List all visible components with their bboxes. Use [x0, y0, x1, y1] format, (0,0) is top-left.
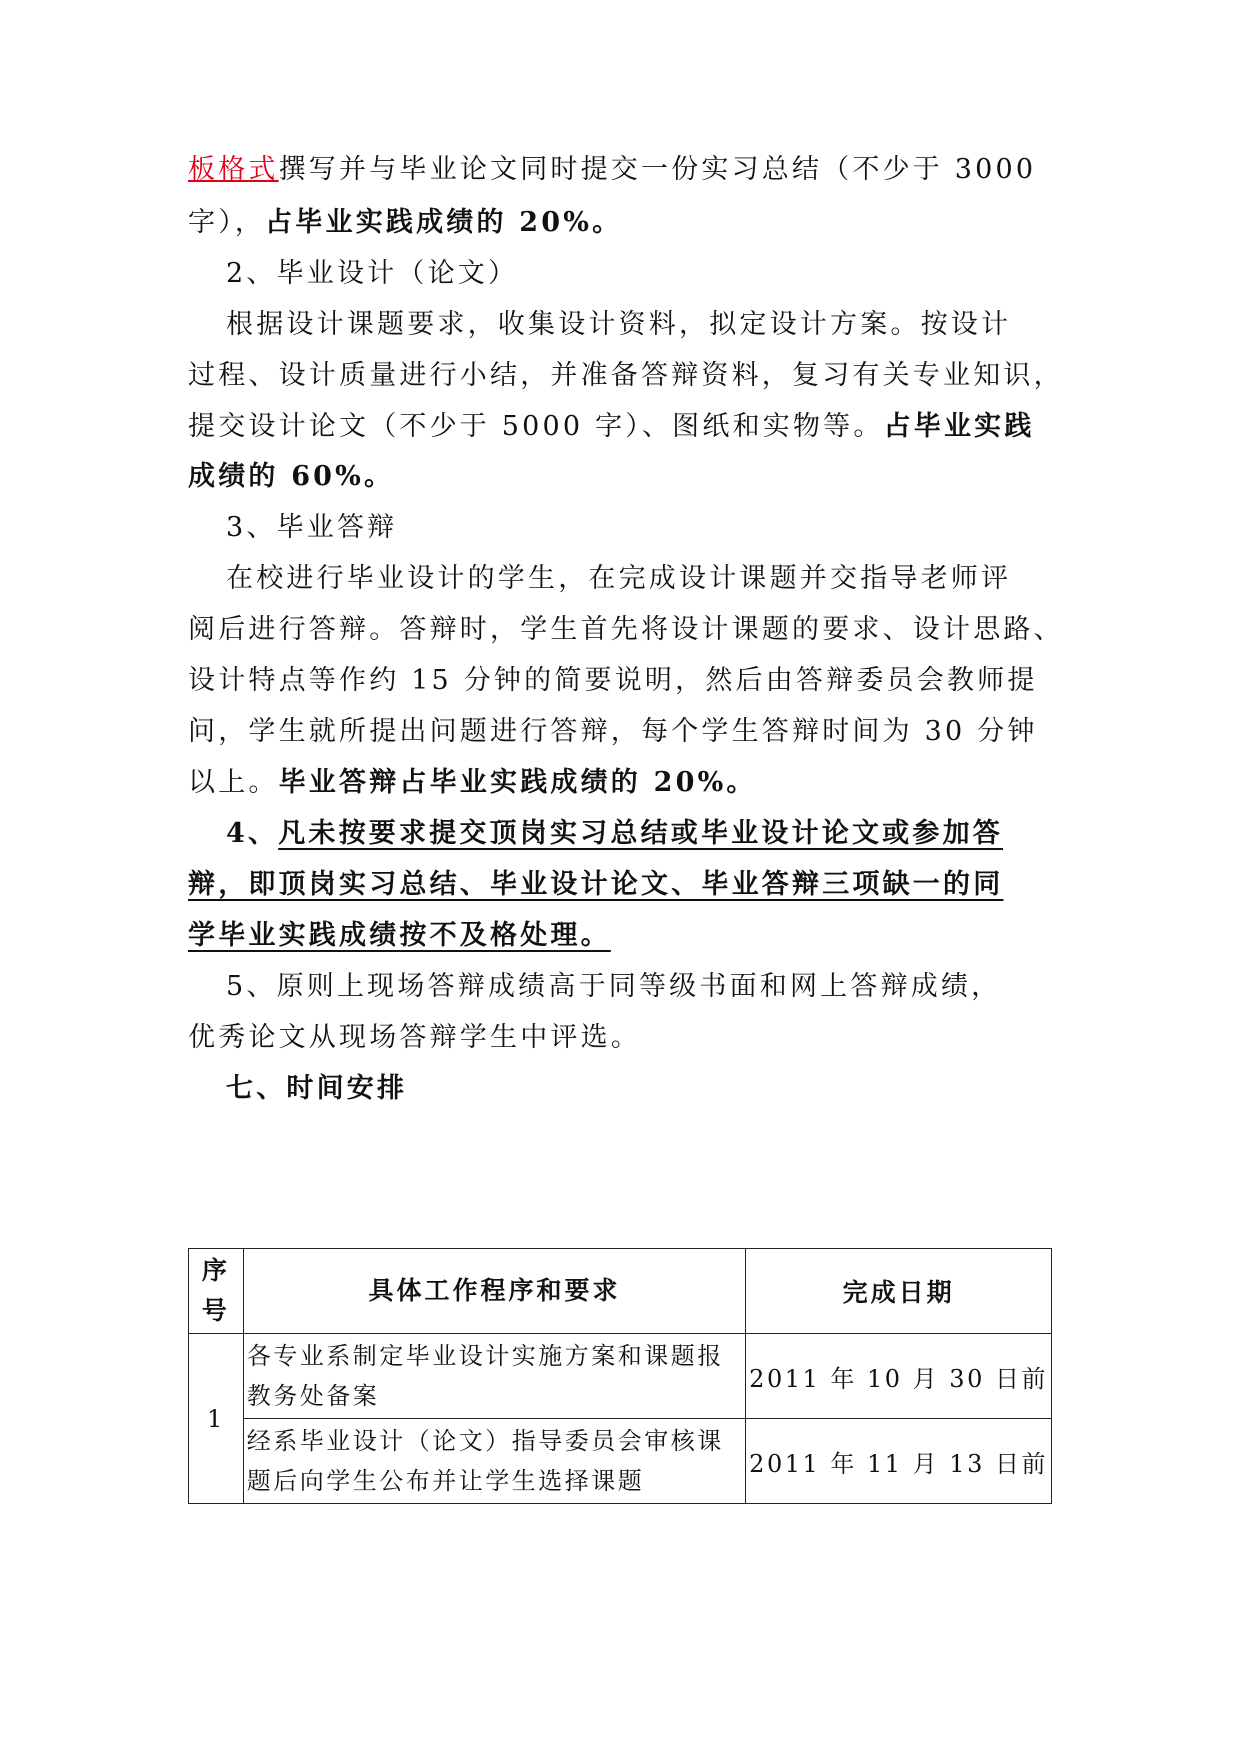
paragraph-3-line-4: 问，学生就所提出问题进行答辩，每个学生答辩时间为 30 分钟: [188, 716, 1038, 747]
row-date: 2011 年 11 月 13 日前: [746, 1419, 1052, 1504]
paragraph-4-underlined-1: 凡未按要求提交顶岗实习总结或毕业设计论文或参加答: [278, 818, 1003, 849]
paragraph-4-number: 4、: [226, 818, 279, 849]
paragraph-3-bold: 毕业答辩占毕业实践成绩的 20%。: [278, 767, 757, 798]
table-row: [189, 1419, 1052, 1504]
table-header-row: [189, 1249, 1052, 1334]
paragraph-1-bold: 占毕业实践成绩的 20%。: [265, 207, 623, 238]
row-task: 经系毕业设计（论文）指导委员会审核课题后向学生公布并让学生选择课题: [243, 1419, 745, 1504]
paragraph-2-line-3: [188, 409, 1035, 445]
heading-graduation-design: 2、毕业设计（论文）: [226, 258, 519, 289]
paragraph-2-line-2: 过程、设计质量进行小结，并准备答辩资料，复习有关专业知识，: [188, 360, 1064, 391]
header-number: [189, 1249, 244, 1334]
header-number-line-1: 序: [201, 1256, 230, 1285]
paragraph-1-line-2: [188, 205, 622, 241]
header-date: 完成日期: [746, 1249, 1052, 1334]
schedule-table: [188, 1248, 1052, 1504]
heading-schedule: 七、时间安排: [226, 1073, 408, 1104]
paragraph-4-line-3: 学毕业实践成绩按不及格处理。: [188, 920, 611, 951]
row-date: 2011 年 10 月 30 日前: [746, 1334, 1052, 1419]
paragraph-1-text-2: 字），: [188, 207, 266, 238]
paragraph-2-text: 提交设计论文（不少于 5000 字）、图纸和实物等。: [188, 411, 884, 442]
paragraph-4-line-1: [226, 816, 1003, 852]
paragraph-2-line-1: 根据设计课题要求，收集设计资料，拟定设计方案。按设计: [226, 309, 1012, 340]
paragraph-3-text: 以上。: [188, 767, 279, 798]
header-task: 具体工作程序和要求: [243, 1249, 745, 1334]
heading-graduation-defense: 3、毕业答辩: [226, 512, 398, 543]
row-number: 1: [189, 1334, 244, 1504]
paragraph-3-line-2: 阅后进行答辩。答辩时，学生首先将设计课题的要求、设计思路、: [188, 614, 1064, 645]
paragraph-2-bold: 占毕业实践: [883, 411, 1035, 442]
paragraph-1-line-1: [188, 152, 1036, 188]
paragraph-2-line-4: 成绩的 60%。: [188, 461, 395, 492]
table-row: [189, 1334, 1052, 1419]
paragraph-5-line-2: 优秀论文从现场答辩学生中评选。: [188, 1022, 641, 1053]
paragraph-3-line-1: 在校进行毕业设计的学生，在完成设计课题并交指导老师评: [226, 563, 1012, 594]
paragraph-5-line-1: 5、原则上现场答辩成绩高于同等级书面和网上答辩成绩，: [226, 971, 1002, 1002]
paragraph-3-line-5: [188, 765, 757, 801]
row-task: 各专业系制定毕业设计实施方案和课题报教务处备案: [243, 1334, 745, 1419]
paragraph-4-line-2: 辩，即顶岗实习总结、毕业设计论文、毕业答辩三项缺一的同: [188, 869, 1004, 900]
header-number-line-2: 号: [201, 1296, 230, 1325]
paragraph-3-line-3: 设计特点等作约 15 分钟的简要说明，然后由答辩委员会教师提: [188, 665, 1038, 696]
paragraph-1-text: 撰写并与毕业论文同时提交一份实习总结（不少于 3000: [278, 154, 1037, 185]
red-highlight-text: 板格式: [188, 154, 279, 185]
